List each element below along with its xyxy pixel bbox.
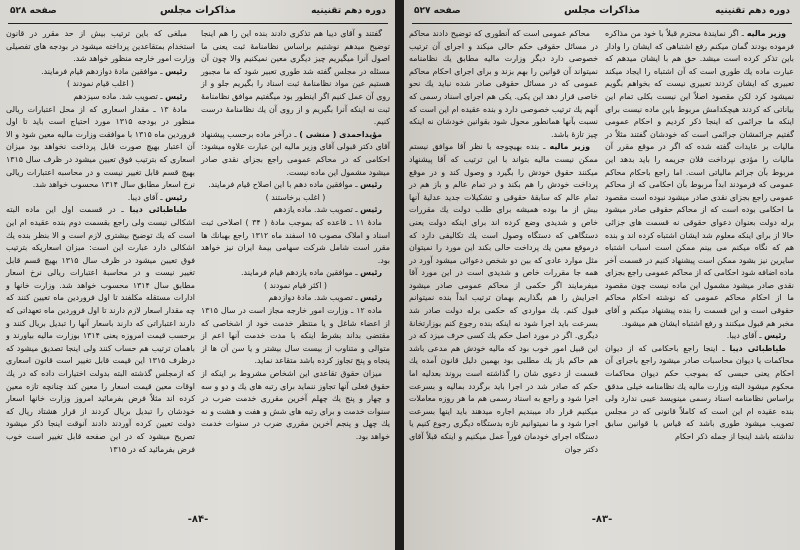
paragraph	[201, 368, 390, 444]
speaker-name: رئیس	[360, 268, 382, 278]
paragraph-text: ـ بنده بهیچوجه با نظر آقا موافق نیستم ممکن نیست مالیه بتواند با این ترتیب که آقا پیشنهاد میکنند حقوق خودش را بگیرد و وصول کند و در موقع پرداخت خودش را هم بکند و در تمام عالم و باز هم در تمام عالم که سابقهٔ حقوقی و تشکیلات جدید عدلیهٔ آنها بیش از ما بوده همیشه برای طلب دولت یك مقررات خاص و شدیدی وضع کرده اند برای اینکه دولت یعنی دستگاهی که دستگاه وصول است یك تکالیفی دارد که درموقع معین یك پرداخت حالی بکند این مورد را نمیتوان مثل موارد عادی که بین دو شخص دعوائی میشود آورد در همه جا مقررات خاص و شدیدی است در این مورد آقا میفرمایند اگر حکمی از محاکم عمومی صادر میشود اجرایش را هم بگذاریم بهمان ترتیب ابداً بنده نمیتوانم قبول کنم. یك مواردی که حکمی برله دولت صادر شد بسرعت باید اجرا شود نه اینکه بنده رجوع کنم بوزارتخانهٔ دیگری. اگر در مورد اصل حکم یك کسی حرف میزد که در این قبیل امور خوب بود که مالیه خودش هم مدعی باشد هم حاکم باز یك مطلبی بود بهمین دلیل قانون آمده یك قسمت از دعوی شان را گذاشته است بروند بعدلیه اما حکم که صادر شد در اجرا باید برگردد بمالیه و بسرعت اجرا شود و راجع به اسناد رسمی هم ما هر روزه معاملات میکنیم قرار داد میبندیم اجاره میدهند باید اینها بسرعت اجرا شود و ما نمیتوانیم تازه بدستگاه دیگری رجوع کنیم یا دستگاه اجرای خودمان فوراً عمل میکنیم و اینکه قبلاً آقای دکتر جوان	[409, 142, 598, 454]
paragraph	[6, 204, 195, 456]
paragraph	[6, 28, 195, 66]
speaker-name: طباطبائی دیبا	[729, 343, 786, 353]
speaker-name: رئیس	[360, 180, 382, 190]
paragraph-text: ـ موافقین ماده یازدهم قیام فرمایند.	[241, 268, 361, 278]
paragraph	[201, 217, 390, 267]
paragraph	[201, 305, 390, 368]
paragraph-text: ـ آقای دیبا.	[726, 331, 765, 341]
paragraph-text: مبلغی که باین ترتیب بیش از حد مقرر در قانون استخدام بمتقاعدین پرداخته میشود در بودجه های تفصیلی وزارت امور خارجه منظور خواهد شد.	[6, 29, 195, 64]
page-footer-number: -۸۳-	[591, 514, 613, 525]
paragraph-text: ـ در قسمت اول این ماده البته اشکالی نیست ولی راجع بقسمت دوم بنده عقیده ام این است که یك توضیح بیشتری لازم است و الا بنظر بنده یك اشکالی دارد عبارت این است: میزان اسعاریکه بترتیب فوق تعیین میشود در ظرف سال ۱۳۱۵ بهیچ قسم قابل تغییر نیست و در محاسبهٔ اعتبارات ریالی نرخ اسعار مطابق سال ۱۳۱۴ محسوب خواهد شد. وزارت خانها و ادارات مستقله مکلفند تا اول فروردین ماه تعیین کنند که چه مقدار اسعار لازم دارند تا اول فروردین ماه تعهداتی که دارند اعتباراتی که دارند باسعار آنها را تبدیل بریال کنند و برحسب قیمت امروزه یعنی ۱۳۱۴ بوزارت مالیه بیاورند و باهمان ترتیب هم حساب کنند ولی اینجا تصدیق میشود که درظرف ۱۳۱۵ این قیمت قابل تغییر است قانون اسعاری که ازمجلس گذشته البته بدولت اختیارات داده که در یك اوقات معین قیمت اسعار را معین کند چنانچه تازه معین کرده اند مثلاً فرض بفرمائید امروز وزارت خانها اسعار خودشان را تبدیل بریال کردند از قرار هشتاد ریال که دولت تعیین کرده آوردند دادند آنوقت اینجا ذکر میشود تصریح میشود که در این صفحه قابل تغییر است خوب فرض بفرمائید که در ۱۳۱۵	[6, 205, 195, 454]
session-label: دوره دهم تقنینیه	[715, 6, 790, 16]
paragraph-text: ـ تصویب شد. ماده سیزدهم	[73, 91, 166, 101]
page-number: صفحه ۵۲۸	[10, 6, 57, 16]
speaker-name: طباطبائی دیبا	[129, 205, 187, 215]
speaker-name: وزیر مالیه	[746, 29, 786, 38]
paragraph-text: ماده ۱۲ ـ وزارت امور خارجه مجاز است در سال ۱۳۱۵ از اعضاء شاغل و یا منتظر خدمت خود از اشخاصی که مقتضی بداند بشرط اینکه با مدت خدمت آنها اعم از متوالی و متناوب از بیست سال بیشتر و یا سن آن ها از پنجاه و پنج تجاوز کرده باشد متقاعد نماید.	[201, 306, 390, 366]
speaker-name: وزیر مالیه	[549, 142, 591, 152]
page-number: صفحه ۵۲۷	[414, 6, 461, 16]
speaker-name: مؤیداحمدی ( منشی )	[299, 129, 382, 139]
paragraph	[6, 66, 195, 79]
paragraph-text: میزان حقوق تقاعدی این اشخاص مشروط بر اینکه از حقوق فعلی آنها تجاوز ننماید برای رتبه های یك و دو و سه و چهار و پنج یك چهلم آخرین مقرری خدمت ضرب در سنوات خدمت و برای رتبه های شش و هفت و هشت و نه یك چهل و پنجم آخرین مقرری ضرب در سنوات خدمت خواهد بود.	[201, 369, 390, 441]
paragraph	[201, 204, 390, 217]
page-527	[404, 0, 800, 550]
paragraph	[409, 28, 598, 141]
paragraph	[605, 28, 794, 330]
centered-note	[201, 192, 390, 205]
paragraph-text: ( اغلب قیام نمودند )	[67, 79, 134, 89]
paragraph	[605, 343, 794, 444]
text-column-right	[605, 28, 794, 444]
paragraph-text: مادهٔ ۱۱ ـ قاعده که بموجب مادهٔ ( ۳۴ ) اصلاحی ثبت اسناد و املاک مصوب ۱۵ اسفند ماه ۱۳۱۲ راجع بهبانك ها مقرر است شامل شرکت سهامی بیمهٔ ایران نیز خواهد بود.	[201, 217, 391, 265]
centered-note	[6, 78, 195, 91]
paragraph-text: ـ موافقین ماده دهم با این اصلاح قیام فرمایند.	[208, 180, 361, 190]
header-rule	[8, 23, 388, 24]
centered-note	[201, 280, 390, 293]
paragraph	[201, 267, 390, 280]
paragraph	[6, 192, 195, 205]
paragraph	[605, 330, 794, 343]
page-528	[0, 0, 396, 550]
paragraph	[201, 292, 390, 305]
paragraph-text: ـ اینجا راجع باحکامی که از دیوان محاکمات یا دیوان محاسبات صادر میشود راجع باجرای آن احکام یعنی حبسی که بموجب حکم دیوان محاکمات محکوم میشود البته وزارت مالیه یك نظامنامه خیلی مدقق براساس نظامنامه اسناد رسمی مینویسد عیبی ندارد ولی بنده عقیده ام این است که کاملاً قانونی که در مجلس تصویب میشود طوری باشد که قیاس با قوانین سابق نداشته باشد اینجا از جمله ذکر احکام	[605, 343, 794, 441]
paragraph	[201, 179, 390, 192]
speaker-name: رئیس	[165, 192, 187, 202]
paragraph-text: ـ موافقین مادهٔ دوازدهم قیام فرمایند.	[41, 66, 166, 76]
session-label: دوره دهم تقنینیه	[311, 6, 386, 16]
text-column-left	[409, 28, 598, 456]
paragraph-text: ـ تصویب شد. مادهٔ دوازدهم	[268, 293, 361, 303]
speaker-name: رئیس	[764, 331, 786, 341]
paragraph	[6, 104, 195, 192]
page-header	[10, 6, 386, 20]
paragraph-text: ( اکثر قیام نمودند )	[263, 280, 327, 290]
paragraph	[201, 28, 390, 129]
paragraph-text: محاکم عمومی است که آنطوری که توضیح دادند محاکم در مسائل حقوقی حکم حالی میکند و اجرای آن ترتیب خصوصی دارد دیگر وزارت مالیه مطابق یك نظامنامه نمیتواند آن قوانین را بهم بزند و برای اجرای احکام محاکم عمومی که در مسائل حقوقی صادر شده نباید یك نحو خاصی قرار دهد این یکی. یکی هم اجرای اسناد رسمی که آنهم یك ترتیب خصوصی دارد و بنده عقیده ام این است که نسبت بآنها همانطور محول شود بقوانین خودشان نه اینکه چیز تازهٔ باشد.	[409, 29, 598, 139]
paragraph-text: ـ تصویب شد. ماده یازدهم	[273, 205, 361, 215]
running-title: مذاکرات مجلس	[159, 5, 236, 16]
header-rule	[412, 23, 792, 24]
paragraph-text: مادهٔ ۱۳ ـ مقدار اسعاری که از محل اعتبارات ریالی منظور در بودجه ۱۳۱۵ مورد احتیاج است باید تا اول فروردین ماه ۱۳۱۵ با موافقت وزارت مالیه معین شود و الا آن اعتبار بهیچ صورت قابل پرداخت نخواهد بود میزان اسعاری که بترتیب فوق تعیین میشود در ظرف سال ۱۳۱۵ بهیچ قسم قابل تغییر نیست و در محاسبه اعتبارات ریالی نرخ اسعار مطابق سال ۱۳۱۴ محسوب خواهد شد.	[6, 104, 195, 190]
speaker-name: رئیس	[165, 66, 187, 76]
text-column-right	[201, 28, 390, 444]
page-footer-number: -۸۴-	[187, 514, 209, 525]
paragraph	[409, 141, 598, 456]
page-header	[414, 6, 790, 20]
paragraph-text: گفتند و آقای دیبا هم تذکری دادند بنده این را هم اینجا توضیح میدهم نوشتیم براساس نظامنامهٔ ثبت یعنی ما اصول آنرا میگیریم چیز دیگری معین نمیکنیم والا چون آن مسئله در مجلس گفته شد طوری تعبیر شود که ما مجبور هستیم عین مواد نظامنامهٔ ثبت اسناد را بگیریم جلو و از روی آن عمل کنیم اگر اینطور بود میگفتیم موافق نظامنامهٔ ثبت نه اینکه آنرا بگیریم و از روی آن یك نظامنامهٔ درست کنیم.	[201, 29, 390, 127]
paragraph	[6, 91, 195, 104]
text-column-left	[6, 28, 195, 456]
paragraph-text: ( اغلب برخاستند )	[265, 192, 326, 202]
running-title: مذاکرات مجلس	[563, 5, 640, 16]
speaker-name: رئیس	[360, 293, 382, 303]
speaker-name: رئیس	[165, 91, 187, 101]
paragraph-text: ـ اگر نمایندهٔ محترم قبلاً با خود من مذاکره فرموده بودند گمان میکنم رفع اشتباهی که ایشان را وادار باین تذکر کرده است میشد. حق هم با ایشان میدهم که عبارت ماده یك طوری است که آن اشتباه را ایجاد میکند تعبیری که ایشان کردند تعبیری نیست که بخواهم بگویم نمیشود کرد لکن مقصود اصلاً این نیست بکلی تمام این بیاناتی که کردند هیچکدامش مربوط باین ماده نیست برای اینکه ما جرائمی که اینجا ذکر کردیم و احکام عمومی گفتیم جرائمشان جرائمی است که خودشان گفتند مثلاً در مالیات بر عایدات گفته شده که اگر در موقع مقرر آن مالیات را مؤدی نپرداخت فلان جریمه را باید بدهد این مربوط بآن جرائم مالیاتی است. اما راجع باحکام محاکم عمومی که فرمودند ابداً مربوط بآن احکامی که از محاکم عمومی راجع بجزای نقدی صادر میشود نبوده است مقصود ما احکامی بوده است که از محاکم حقوقی صادر میشود برله دولت بعنوان دعوای حقوقی نه قسمت های جزائی حالا از برای اینکه معلوم شد ایشان اشتباه کرده اند و بنده هم که نگاه میکنم می بینم ممکن است اسباب اشتباه سایرین نیز بشود ممکن است پیشنهاد کنیم در قسمت آخر ماده اضافه شود احکامی که از محاکم عمومی راجع بجزای نقدی صادر میشود مشمول این ماده نیست چون مقصود ما از احکام محاکم عمومی که نوشته احکام محاکم حقوقی است و این قسمت را بنده پیشنهاد میکنم و آقای مخبر هم قبول میکنند و رفع اشتباه ایشان هم میشود.	[605, 29, 794, 328]
paragraph	[201, 129, 390, 179]
paragraph-text: ـ آقای دیبا.	[127, 192, 166, 202]
speaker-name: رئیس	[360, 205, 382, 215]
paragraph-text: ـ درآخر ماده برحسب پیشنهاد آقای دکتر قبولی آقای وزیر مالیه این عبارت علاوه میشود: احکامی که در محاکم عمومی راجع بجزای نقدی صادر میشود مشمول این ماده نیست.	[201, 129, 390, 177]
